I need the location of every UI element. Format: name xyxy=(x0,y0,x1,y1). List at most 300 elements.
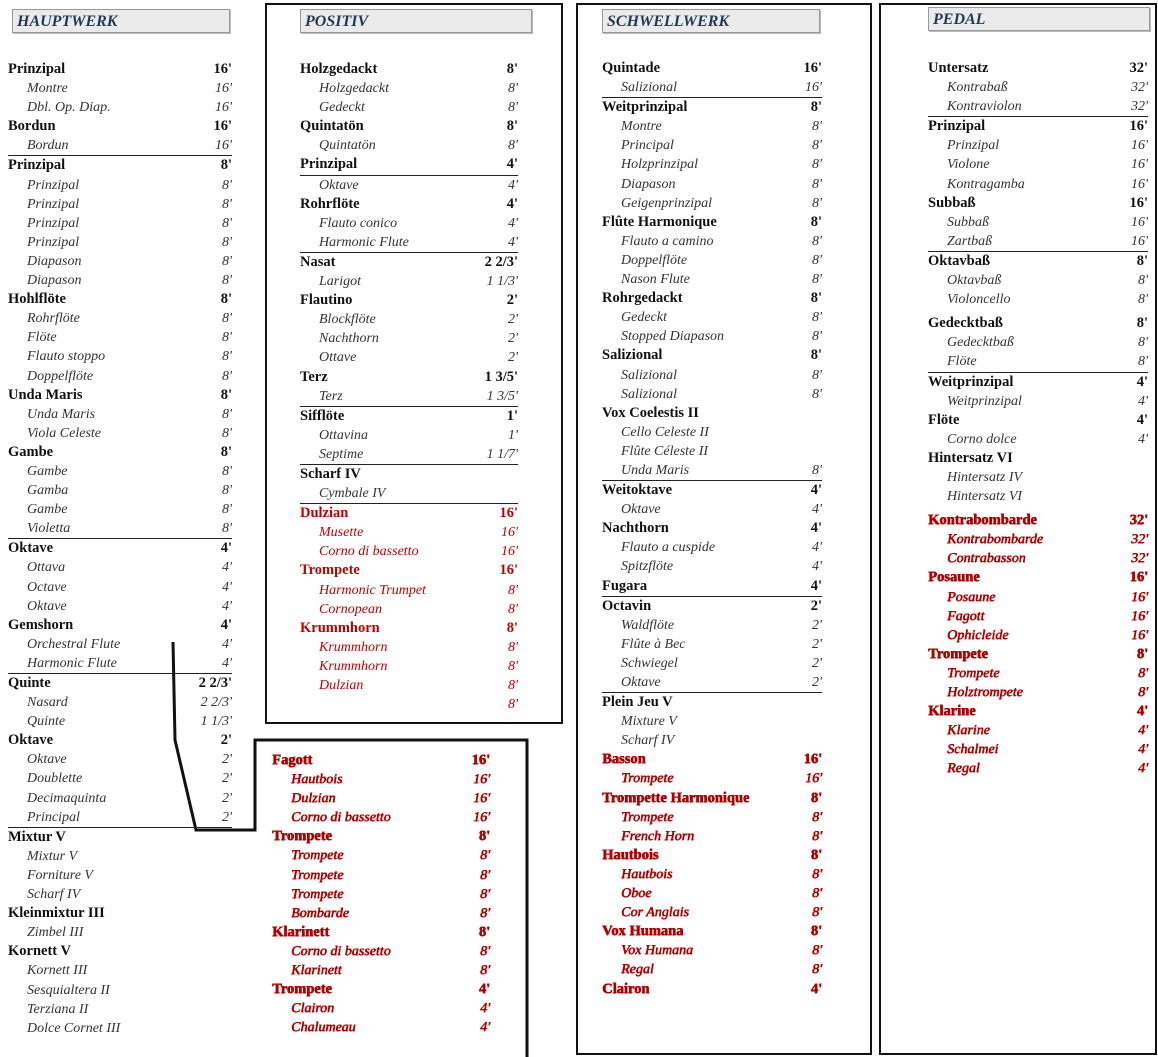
stop-name: Corno di bassetto xyxy=(291,810,391,826)
positiv-header: POSITIV xyxy=(300,9,532,33)
stop-pitch: 4' xyxy=(812,559,822,575)
stop-group-row xyxy=(928,194,1148,213)
stop-variant-row xyxy=(8,750,232,769)
stop-variant-row xyxy=(602,538,822,557)
stop-variant-row xyxy=(928,232,1148,251)
stop-pitch: 8' xyxy=(222,502,232,518)
stop-name: Kontrabombarde xyxy=(947,532,1043,548)
stop-pitch: 8' xyxy=(222,368,232,384)
stop-pitch: 8' xyxy=(1136,252,1148,269)
stop-variant-row xyxy=(602,635,822,654)
stop-variant-row xyxy=(272,961,490,980)
stop-name: Dolce Cornet III xyxy=(27,1020,121,1036)
stop-variant-row xyxy=(928,626,1148,645)
stop-variant-row xyxy=(8,981,232,1000)
stop-variant-row xyxy=(272,808,490,827)
stop-group-row xyxy=(602,750,822,769)
stop-group-row xyxy=(8,60,232,79)
stop-group-row xyxy=(300,117,518,136)
stop-group-row xyxy=(602,480,822,500)
stop-name: Hautbois xyxy=(291,772,343,788)
stop-pitch: 8' xyxy=(812,866,822,882)
stop-pitch: 8' xyxy=(812,905,822,921)
stop-variant-row xyxy=(928,430,1148,449)
stop-pitch: 8' xyxy=(812,252,822,268)
stop-group-row xyxy=(300,368,518,387)
stop-name: Flauto stoppo xyxy=(27,349,106,365)
stop-name: Sesquialtera II xyxy=(27,982,110,998)
stop-pitch: 8' xyxy=(1138,335,1148,351)
stop-group-row xyxy=(602,346,822,365)
stop-group-row xyxy=(602,577,822,596)
stop-pitch: 4' xyxy=(506,156,518,173)
stop-name: Dulzian xyxy=(300,505,349,522)
stop-group-row xyxy=(8,616,232,635)
stop-name: Flöte xyxy=(27,330,57,346)
stop-name: Oktave xyxy=(27,752,67,768)
stop-variant-row xyxy=(602,270,822,289)
stop-name: Gambe xyxy=(8,443,54,460)
hauptwerk-reeds-stop-list xyxy=(272,751,490,1037)
stop-pitch: 32' xyxy=(1131,551,1148,567)
stop-pitch: 16' xyxy=(215,81,232,97)
stop-group-row xyxy=(300,464,518,484)
stop-variant-row xyxy=(928,78,1148,97)
stop-pitch: 2' xyxy=(508,312,518,328)
stop-name: Trompete xyxy=(291,867,344,883)
stop-name: Zimbel III xyxy=(27,925,84,941)
stop-pitch: 16' xyxy=(471,752,490,768)
stop-pitch: 8' xyxy=(812,233,822,249)
stop-group-row xyxy=(928,251,1148,271)
stop-variant-row xyxy=(602,232,822,251)
stop-name: Salizional xyxy=(621,367,678,383)
stop-group-row xyxy=(928,702,1148,721)
stop-pitch: 16' xyxy=(1131,608,1148,624)
stop-name: Trompete xyxy=(621,809,674,825)
stop-group-row xyxy=(8,290,232,309)
stop-variant-row xyxy=(928,683,1148,702)
stop-variant-row xyxy=(928,352,1148,371)
stop-variant-row xyxy=(272,999,490,1018)
stop-name: Prinzipal xyxy=(8,61,66,77)
stop-name: Posaune xyxy=(928,569,980,586)
stop-name: Diapason xyxy=(621,176,676,192)
stop-name: Quintade xyxy=(602,60,661,76)
stop-pitch: 8' xyxy=(812,943,822,959)
stop-pitch: 4' xyxy=(812,502,822,518)
stop-pitch: 1' xyxy=(506,407,518,424)
stop-name: Spitzflöte xyxy=(621,559,674,575)
stop-name: Trompete xyxy=(291,848,344,864)
stop-pitch: 8' xyxy=(508,639,518,655)
stop-pitch: 8' xyxy=(506,61,518,77)
stop-variant-row xyxy=(8,519,232,538)
stop-pitch: 8' xyxy=(508,100,518,116)
stop-pitch: 8' xyxy=(812,367,822,383)
stop-name: Doublette xyxy=(27,771,83,787)
stop-name: Rohrgedackt xyxy=(602,290,683,307)
stop-group-row xyxy=(8,155,232,175)
stop-pitch: 4' xyxy=(810,577,822,594)
stop-name: Hintersatz VI xyxy=(928,449,1013,466)
stop-variant-row xyxy=(300,542,518,561)
stop-pitch: 8' xyxy=(812,310,822,326)
stop-variant-row xyxy=(928,155,1148,174)
stop-variant-row xyxy=(602,903,822,922)
stop-variant-row xyxy=(300,79,518,98)
stop-variant-row xyxy=(8,635,232,654)
stop-variant-row xyxy=(928,607,1148,626)
stop-name: Kontrabaß xyxy=(947,80,1008,96)
stop-name: Vox Humana xyxy=(621,943,693,959)
stop-name: Prinzipal xyxy=(27,196,80,212)
stop-variant-row xyxy=(272,885,490,904)
stop-name: Klarinett xyxy=(272,923,330,940)
stop-pitch: 8' xyxy=(222,196,232,212)
stop-name: Violoncello xyxy=(947,292,1011,308)
stop-name: Fugara xyxy=(602,577,648,594)
stop-name: Klarinett xyxy=(291,963,342,979)
stop-pitch: 16' xyxy=(803,751,822,768)
stop-pitch: 2' xyxy=(508,331,518,347)
stop-name: Flûte à Bec xyxy=(621,636,686,652)
stop-pitch: 4' xyxy=(508,215,518,231)
stop-group-row xyxy=(300,406,518,426)
stop-pitch: 2 2/3' xyxy=(200,695,232,711)
stop-pitch: 8' xyxy=(812,809,822,825)
stop-pitch: 8' xyxy=(812,828,822,844)
stop-group-row xyxy=(928,116,1148,136)
stop-pitch: 1 3/5' xyxy=(484,368,518,385)
stop-group-row xyxy=(272,751,490,770)
stop-variant-row xyxy=(602,251,822,270)
stop-pitch: 16' xyxy=(213,118,232,135)
stop-variant-row xyxy=(602,712,822,731)
stop-name: Flöte xyxy=(928,411,960,428)
stop-name: Posaune xyxy=(947,589,996,605)
stop-group-row xyxy=(602,59,822,78)
stop-name: Dulzian xyxy=(319,678,364,693)
stop-name: Gedeckt xyxy=(319,100,365,116)
stop-name: Nachthorn xyxy=(319,331,379,347)
stop-name: Gedecktbaß xyxy=(947,335,1014,351)
stop-name: Trompete xyxy=(300,562,360,579)
stop-pitch: 4' xyxy=(478,981,490,998)
stop-variant-row xyxy=(8,923,232,942)
stop-pitch: 2' xyxy=(222,771,232,787)
stop-group-row xyxy=(928,314,1148,333)
stop-variant-row xyxy=(300,387,518,406)
stop-pitch: 8' xyxy=(812,119,822,135)
stop-variant-row xyxy=(928,136,1148,155)
stop-pitch: 4' xyxy=(508,234,518,250)
stop-variant-row xyxy=(300,484,518,503)
stop-pitch: 16' xyxy=(499,505,518,522)
stop-pitch: 4' xyxy=(810,980,822,997)
stop-name: Kleinmixtur III xyxy=(8,905,105,922)
stop-pitch: 16' xyxy=(473,772,490,788)
stop-pitch: 8' xyxy=(810,846,822,863)
stop-name: Unda Maris xyxy=(27,406,96,422)
stop-variant-row xyxy=(300,175,518,195)
stop-pitch: 4' xyxy=(1138,393,1148,409)
stop-variant-row xyxy=(8,693,232,712)
stop-name: Plein Jeu V xyxy=(602,694,673,711)
stop-variant-row xyxy=(8,961,232,980)
stop-name: Doppelflöte xyxy=(27,368,94,384)
stop-name: Hintersatz IV xyxy=(947,469,1023,485)
stop-name: Zartbaß xyxy=(947,233,993,249)
stop-group-row xyxy=(602,980,822,999)
stop-variant-row xyxy=(928,392,1148,411)
stop-pitch: 4' xyxy=(812,540,822,556)
stop-variant-row xyxy=(8,1000,232,1019)
stop-pitch: 16' xyxy=(1131,176,1148,192)
stop-name: Untersatz xyxy=(928,60,989,76)
stop-name: Diapason xyxy=(27,273,82,289)
stop-name: Krummhorn xyxy=(300,619,380,636)
stop-group-row xyxy=(300,252,518,272)
stop-variant-row xyxy=(8,271,232,290)
stop-variant-row xyxy=(8,214,232,233)
stop-pitch: 8' xyxy=(1136,315,1148,332)
stop-group-row xyxy=(602,404,822,423)
stop-variant-row xyxy=(300,98,518,117)
stop-group-row xyxy=(8,942,232,961)
stop-pitch: 8' xyxy=(222,425,232,441)
stop-name: Quinte xyxy=(27,714,66,730)
stop-variant-row xyxy=(8,195,232,214)
stop-pitch: 1 1/3' xyxy=(200,714,232,730)
stop-name: Kontragamba xyxy=(947,176,1025,192)
stop-pitch: 2' xyxy=(222,790,232,806)
stop-name: Quintatön xyxy=(300,118,364,135)
stop-name: Scharf IV xyxy=(621,733,675,749)
stop-name: Sifflöte xyxy=(300,407,345,424)
stop-name: Musette xyxy=(319,525,364,541)
stop-pitch: 16' xyxy=(1131,627,1148,643)
stop-variant-row xyxy=(8,500,232,519)
stop-pitch: 4' xyxy=(220,616,232,633)
stop-variant-row xyxy=(602,500,822,519)
stop-name: Harmonic Trumpet xyxy=(319,582,426,598)
stop-name: Weitprinzipal xyxy=(928,373,1014,390)
stop-name: Gamba xyxy=(27,483,69,499)
stop-pitch: 8' xyxy=(1138,292,1148,308)
schwellwerk-header: SCHWELLWERK xyxy=(602,9,820,33)
stop-name: Kornett V xyxy=(8,943,71,960)
stop-name: Corno dolce xyxy=(947,431,1017,447)
stop-group-row xyxy=(602,596,822,616)
stop-pitch: 4' xyxy=(1136,703,1148,720)
stop-name: Flauto conico xyxy=(319,215,398,231)
stop-variant-row xyxy=(300,581,518,600)
stop-name: Hautbois xyxy=(602,846,659,863)
stop-pitch: 16' xyxy=(1131,214,1148,230)
stop-variant-row xyxy=(928,759,1148,778)
stop-variant-row xyxy=(928,271,1148,290)
stop-name: Ottave xyxy=(319,350,357,366)
stop-name: Oktave xyxy=(8,540,54,557)
stop-name: Septime xyxy=(319,446,364,462)
stop-variant-row xyxy=(602,155,822,174)
stop-pitch: 4' xyxy=(810,520,822,537)
stop-variant-row xyxy=(300,676,518,695)
stop-variant-row xyxy=(300,523,518,542)
stop-variant-row xyxy=(272,904,490,923)
stop-pitch: 4' xyxy=(1138,742,1148,758)
stop-pitch: 2' xyxy=(222,809,232,825)
stop-name: Geigenprinzipal xyxy=(621,195,712,211)
stop-variant-row xyxy=(928,588,1148,607)
stop-variant-row xyxy=(300,136,518,155)
stop-group-row xyxy=(8,904,232,923)
stop-pitch: 4' xyxy=(220,540,232,557)
stop-pitch: 16' xyxy=(1129,194,1148,211)
hauptwerk-stop-list xyxy=(8,60,232,1038)
stop-pitch: 16' xyxy=(1129,118,1148,135)
stop-variant-row xyxy=(8,847,232,866)
stop-variant-row xyxy=(300,272,518,291)
stop-pitch: 8' xyxy=(480,943,490,959)
stop-variant-row xyxy=(8,328,232,347)
stop-pitch: 8' xyxy=(812,272,822,288)
stop-name: Unda Maris xyxy=(621,462,690,478)
stop-variant-row xyxy=(8,866,232,885)
stop-name: Clairon xyxy=(291,1001,335,1017)
stop-group-row xyxy=(928,449,1148,468)
stop-variant-row xyxy=(8,597,232,616)
stop-pitch: 4' xyxy=(1136,373,1148,390)
stop-variant-row xyxy=(272,942,490,961)
stop-name: Prinzipal xyxy=(947,138,1000,154)
stop-group-row xyxy=(602,846,822,865)
stop-pitch: 8' xyxy=(222,253,232,269)
stop-variant-row xyxy=(272,789,490,808)
stop-name: Montre xyxy=(27,81,68,97)
stop-variant-row xyxy=(602,117,822,136)
stop-name: Trompete xyxy=(272,981,332,998)
stop-pitch: 8' xyxy=(810,789,822,806)
stop-name: Ottava xyxy=(27,560,66,576)
stop-group-row xyxy=(300,155,518,174)
stop-pitch: 1 1/3' xyxy=(486,274,518,290)
stop-pitch: 2' xyxy=(810,597,822,614)
stop-variant-row xyxy=(8,176,232,195)
stop-pitch: 32' xyxy=(1131,99,1148,115)
stop-variant-row xyxy=(8,424,232,443)
stop-name: Terz xyxy=(319,388,343,404)
stop-group-row xyxy=(8,117,232,136)
stop-variant-row xyxy=(602,78,822,97)
stop-variant-row xyxy=(300,638,518,657)
stop-name: French Horn xyxy=(621,828,694,844)
stop-name: Violetta xyxy=(27,521,71,537)
stop-pitch: 8' xyxy=(1138,354,1148,370)
stop-name: Salizional xyxy=(621,386,678,402)
stop-group-row xyxy=(602,519,822,538)
stop-variant-row xyxy=(8,885,232,904)
stop-variant-row xyxy=(928,175,1148,194)
stop-name: Mixtur V xyxy=(8,828,66,845)
stop-pitch: 8' xyxy=(222,349,232,365)
stop-pitch: 16' xyxy=(1131,589,1148,605)
stop-pitch: 8' xyxy=(812,886,822,902)
stop-group-row xyxy=(300,561,518,580)
stop-pitch: 8' xyxy=(812,176,822,192)
stop-variant-row xyxy=(8,309,232,328)
stop-name: Decimaquinta xyxy=(27,790,107,806)
stop-variant-row xyxy=(602,884,822,903)
stop-name: Flautino xyxy=(300,292,353,309)
stop-pitch: 2' xyxy=(508,350,518,366)
stop-pitch: 16' xyxy=(501,544,518,560)
stop-name: Chalumeau xyxy=(291,1020,356,1036)
stop-variant-row xyxy=(8,347,232,366)
stop-variant-row xyxy=(928,530,1148,549)
stop-pitch: 16' xyxy=(1131,157,1148,173)
stop-variant-row xyxy=(300,214,518,233)
stop-variant-row xyxy=(300,310,518,329)
stop-name: Prinzipal xyxy=(8,157,66,174)
stop-name: Kontraviolon xyxy=(947,99,1022,115)
stop-pitch: 8' xyxy=(478,923,490,940)
stop-variant-row xyxy=(928,487,1148,506)
stop-name: Bordun xyxy=(27,138,69,154)
stop-name: Forniture V xyxy=(27,867,93,883)
stop-pitch: 8' xyxy=(810,99,822,116)
stop-variant-row xyxy=(8,79,232,98)
stop-group-row xyxy=(300,195,518,214)
stop-name: Prinzipal xyxy=(928,118,986,135)
stop-variant-row xyxy=(602,808,822,827)
stop-name: Vox Coelestis II xyxy=(602,404,699,421)
stop-pitch: 8' xyxy=(480,886,490,902)
stop-variant-row xyxy=(928,549,1148,568)
stop-group-row xyxy=(300,291,518,310)
stop-variant-row xyxy=(602,423,822,442)
stop-group-row xyxy=(602,692,822,712)
stop-pitch: 8' xyxy=(812,386,822,402)
stop-name: Gambe xyxy=(27,502,68,518)
stop-pitch: 8' xyxy=(480,848,490,864)
stop-variant-row xyxy=(8,367,232,386)
stop-variant-row xyxy=(300,695,518,714)
stop-pitch: 8' xyxy=(222,483,232,499)
stop-variant-row xyxy=(602,461,822,480)
stop-pitch: 8' xyxy=(508,601,518,617)
stop-name: Flauto a camino xyxy=(621,233,714,249)
stop-pitch: 8' xyxy=(480,963,490,979)
stop-variant-row xyxy=(602,175,822,194)
stop-variant-row xyxy=(272,1018,490,1037)
stop-name: Flûte Harmonique xyxy=(602,213,717,230)
stop-name: Kornett III xyxy=(27,963,88,979)
stop-variant-row xyxy=(602,557,822,576)
stop-pitch: 4' xyxy=(222,655,232,671)
stop-name: Weitoktave xyxy=(602,482,673,499)
stop-pitch: 4' xyxy=(480,1020,490,1036)
stop-group-row xyxy=(272,980,490,999)
stop-group-row xyxy=(928,372,1148,392)
stop-variant-row xyxy=(8,405,232,424)
stop-name: Subbaß xyxy=(928,194,976,211)
stop-pitch: 8' xyxy=(222,177,232,193)
stop-pitch: 16' xyxy=(805,80,822,96)
stop-group-row xyxy=(300,60,518,79)
stop-variant-row xyxy=(8,789,232,808)
